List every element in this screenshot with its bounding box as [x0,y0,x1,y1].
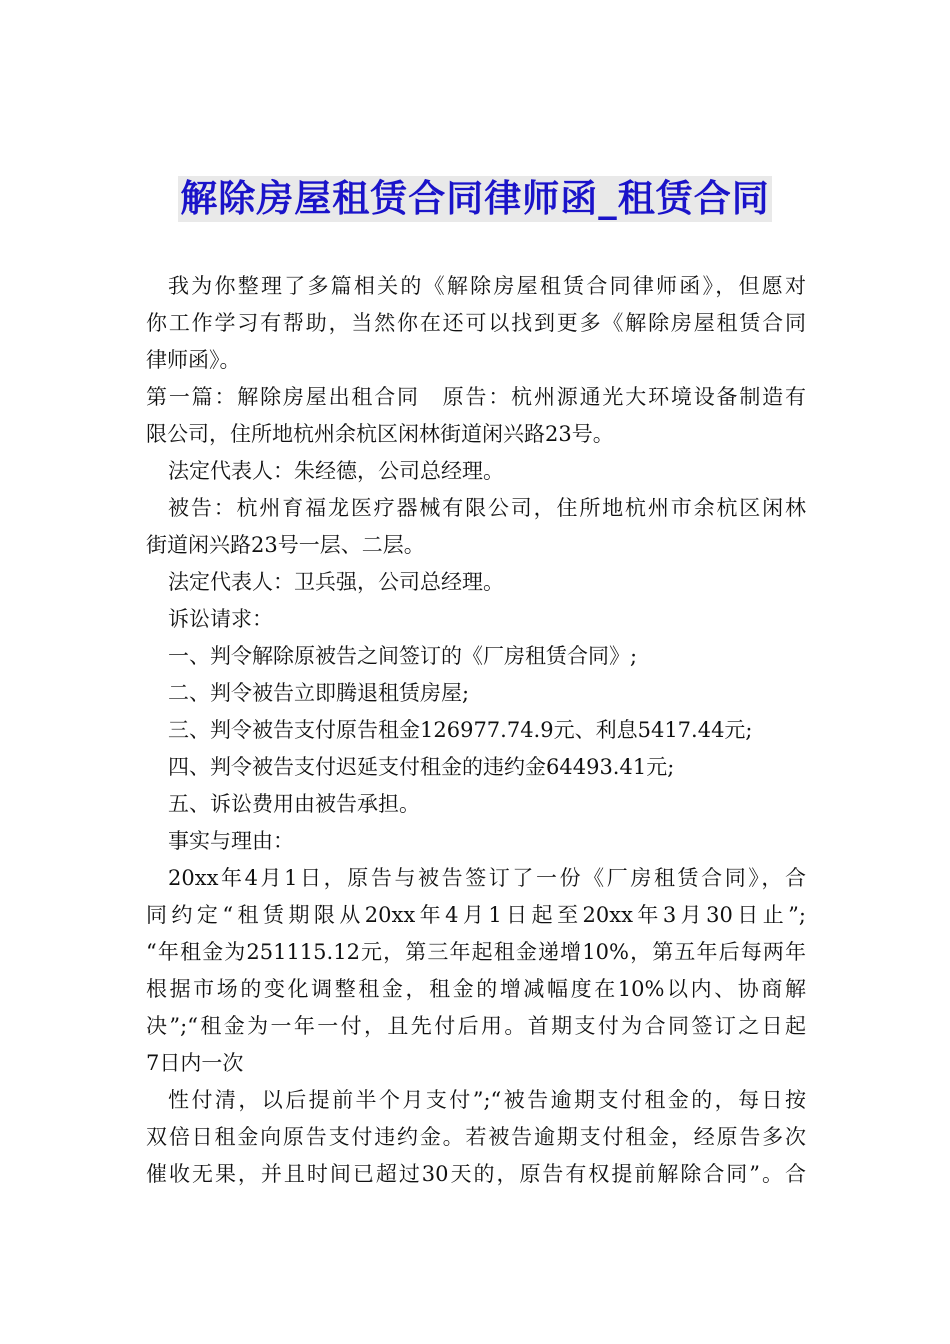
document-text-line: 催收无果，并且时间已超过30天的，原告有权提前解除合同”。合 [146,1162,806,1186]
document-text-line: 事实与理由： [168,829,294,853]
document-text-line: 法定代表人：朱经德，公司总经理。 [168,459,504,483]
document-text-line: 四、判令被告支付迟延支付租金的违约金64493.41元; [168,755,675,779]
document-text-line: 限公司，住所地杭州余杭区闲林街道闲兴路23号。 [146,422,614,446]
document-text-line: 三、判令被告支付原告租金126977.74.9元、利息5417.44元; [168,718,753,742]
document-text-line: 我为你整理了多篇相关的《解除房屋租赁合同律师函》，但愿对 [168,274,806,298]
document-text-line: 诉讼请求： [168,607,273,631]
document-text-line: 20xx年4月1日，原告与被告签订了一份《厂房租赁合同》，合 [168,866,806,890]
document-title-wrapper [0,176,950,222]
document-text-line: 街道闲兴路23号一层、二层。 [146,533,425,557]
document-text-line: 一、判令解除原被告之间签订的《厂房租赁合同》; [168,644,638,668]
document-text-line: 二、判令被告立即腾退租赁房屋; [168,681,470,705]
document-text-line: 同约定“租赁期限从20xx年4月1日起至20xx年3月30日止”; [146,903,806,927]
document-text-line: 第一篇：解除房屋出租合同 原告：杭州源通光大环境设备制造有 [146,385,806,409]
document-text-line: 五、诉讼费用由被告承担。 [168,792,420,816]
document-text-line: 律师函》。 [146,348,241,372]
document-text-line: 决”;“租金为一年一付，且先付后用。首期支付为合同签订之日起 [146,1014,806,1038]
document-text-line: “年租金为251115.12元，第三年起租金递增10%，第五年后每两年 [146,940,806,964]
document-title: 解除房屋租赁合同律师函_租赁合同 [180,177,770,220]
document-body [146,268,806,1193]
document-text-line: 7日内一次 [146,1051,244,1075]
document-text-line: 根据市场的变化调整租金，租金的增减幅度在10%以内、协商解 [146,977,806,1001]
document-text-line: 双倍日租金向原告支付违约金。若被告逾期支付租金，经原告多次 [146,1125,806,1149]
document-text-line: 你工作学习有帮助，当然你在还可以找到更多《解除房屋租赁合同 [146,311,806,335]
document-text-line: 被告：杭州育福龙医疗器械有限公司，住所地杭州市余杭区闲林 [168,496,806,520]
document-text-line: 性付清，以后提前半个月支付”;“被告逾期支付租金的，每日按 [168,1088,806,1112]
document-text-line: 法定代表人：卫兵强，公司总经理。 [168,570,504,594]
